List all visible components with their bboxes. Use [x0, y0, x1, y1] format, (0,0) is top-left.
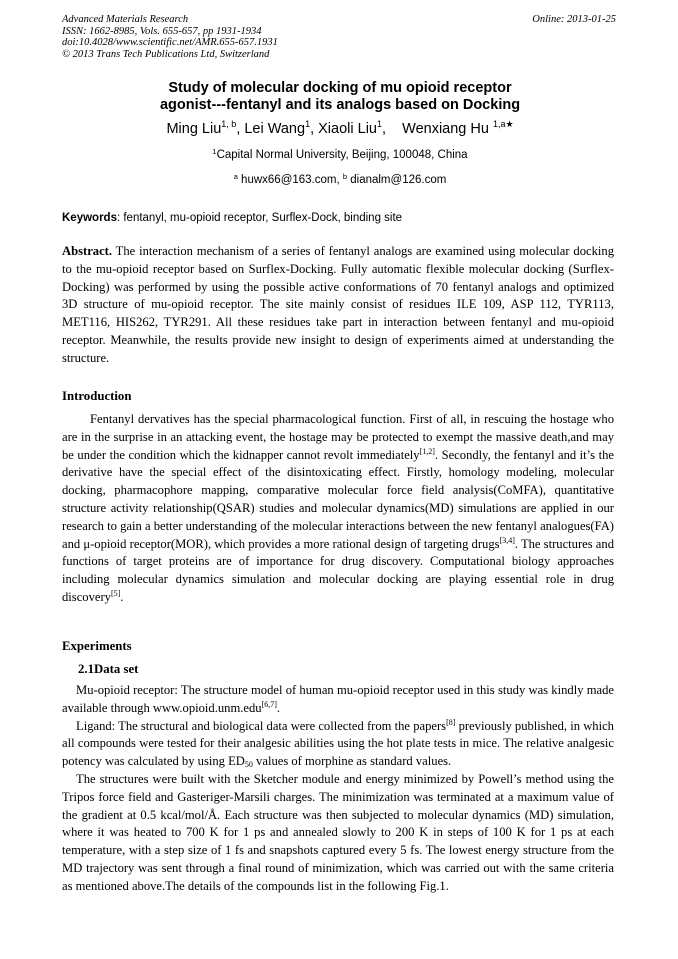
journal-header	[62, 14, 618, 60]
keywords-text: : fentanyl, mu-opioid receptor, Surflex-Dock, binding site	[116, 212, 403, 224]
keywords-label: Keywords	[62, 212, 117, 224]
email-b-sup: b	[342, 172, 348, 181]
affiliation-sup: 1	[212, 147, 217, 156]
receptor-ref: [6,7]	[261, 699, 277, 709]
receptor-end: .	[276, 700, 281, 715]
doi-line: doi:10.4028/www.scientific.net/AMR.655-657.1931	[62, 37, 278, 48]
ed50-subscript: 50	[244, 760, 253, 770]
email-b: dianalm@126.com	[347, 174, 447, 186]
online-date: Online: 2013-01-25	[532, 14, 616, 25]
intro-ref-1: [1,2]	[419, 446, 435, 456]
email-a: huwx66@163.com,	[237, 174, 343, 186]
experiments-heading: Experiments	[62, 639, 132, 653]
author-4: , Wenxiang Hu	[382, 121, 493, 137]
ligand-text-a: Ligand: The structural and biological data were collected from the papers	[76, 718, 447, 733]
experiments-body	[62, 682, 614, 896]
ligand-text-b: previously published, in which all compounds were tested for their analgesic abilities using the hot plate tests in mice. The relative analgesic potency was calculated by using ED	[62, 718, 614, 769]
intro-ref-3: [5]	[110, 588, 121, 598]
abstract-label: Abstract.	[62, 244, 113, 258]
author-2: , Lei Wang	[236, 121, 306, 137]
author-1-sup: 1, b	[221, 119, 237, 129]
journal-name: Advanced Materials Research	[62, 14, 189, 25]
email-line	[62, 173, 618, 187]
intro-text-3: . The structures and functions of target proteins are of importance for drug discovery. Computational biology approaches including molecular dynamics simulation and molecular docking are playing essential role in drug discovery	[62, 536, 614, 604]
receptor-paragraph	[62, 682, 614, 718]
keywords	[62, 211, 618, 225]
email-a-sup: a	[233, 172, 238, 181]
author-3: , Xiaoli Liu	[310, 121, 377, 137]
affiliation-text: Capital Normal University, Beijing, 100048, China	[216, 149, 468, 161]
introduction-heading: Introduction	[62, 389, 132, 403]
author-1: Ming Liu	[166, 121, 222, 137]
issn-line: ISSN: 1662-8985, Vols. 655-657, pp 1931-1934	[62, 25, 262, 37]
introduction-paragraph	[62, 411, 614, 607]
author-4-sup: 1,a★	[492, 119, 514, 129]
ligand-ref: [8]	[446, 717, 456, 727]
ligand-paragraph	[62, 718, 614, 771]
intro-ref-2: [3,4]	[499, 535, 515, 545]
author-3-sup: 1	[376, 119, 382, 129]
receptor-text: Mu-opioid receptor: The structure model of human mu-opioid receptor used in this study was kindly made available through www.opioid.unm.edu	[62, 683, 614, 715]
copyright-line: © 2013 Trans Tech Publications Ltd, Switzerland	[62, 48, 270, 60]
intro-text-2: . Secondly, the fentanyl and it’s the derivative have the special effect of the disintoxicating effect. Firstly, homology modeling, molecular docking, pharmacophore mapping, comparative molecular force field analysis(CoMFA), quantitative structure activity relationship(QSAR) studies and molecular dynamics(MD) simulations are applied in our research to gain a better understanding of the molecular interactions between the new fentanyl analogues(FA) and μ-opioid receptor(MOR), which provides a more rational design of targeting drugs	[62, 447, 614, 551]
paper-title	[62, 80, 618, 114]
ligand-text-c: values of morphine as standard values.	[252, 754, 452, 769]
affiliation	[62, 148, 618, 162]
abstract	[62, 243, 614, 368]
title-line-1: Study of molecular docking of mu opioid receptor	[168, 80, 512, 96]
author-list	[62, 121, 618, 138]
title-line-2: agonist---fentanyl and its analogs based on Docking	[159, 97, 521, 113]
intro-text-4: .	[120, 589, 124, 604]
structures-paragraph: The structures were built with the Sketcher module and energy minimized by Powell’s method using the Tripos force field and Gasteriger-Marsili charges. The minimization was terminated at a maximum value of the gradient at 0.5 kcal/mol/Å. Each structure was then subjected to molecular dynamics (MD) simulation, where it was heated to 700 K for 1 ps and annealed slowly to 200 K in steps of 100 K for 1 ps at each temperature, with a step size of 1 fs and snapshots captured every 5 fs. The lowest energy structure from the MD trajectory was sent through a final round of minimization, which was carried out with the same criteria as mentioned above.The details of the compounds list in the following Fig.1.	[62, 771, 614, 893]
data-set-subheading: 2.1Data set	[78, 662, 139, 676]
intro-text-1: Fentanyl dervatives has the special pharmacological function. First of all, in rescuing the hostage who are in the surprise in an attacking event, the hostage may be protected to exempt the massive death,and may be under the condition which the kidnapper cannot revolt immediately	[62, 412, 614, 462]
abstract-text: The interaction mechanism of a series of fentanyl analogs are examined using molecular docking to the mu-opioid receptor based on Surflex-Docking. Fully automatic flexible molecular docking (Surflex-Docking) was performed by using the possible active conformations of 70 fentanyl analogs and optimized 3D structure of mu-opioid receptor. The site mainly consist of residues ILE 109, ASP 112, TYR113, MET116, HIS262, TYR291. All these residues take part in interaction between fentanyl and mu-opioid receptor. Meanwhile, the results provide new insight to design of experiments aimed at understanding the structure.	[62, 244, 614, 365]
author-2-sup: 1	[305, 119, 311, 129]
